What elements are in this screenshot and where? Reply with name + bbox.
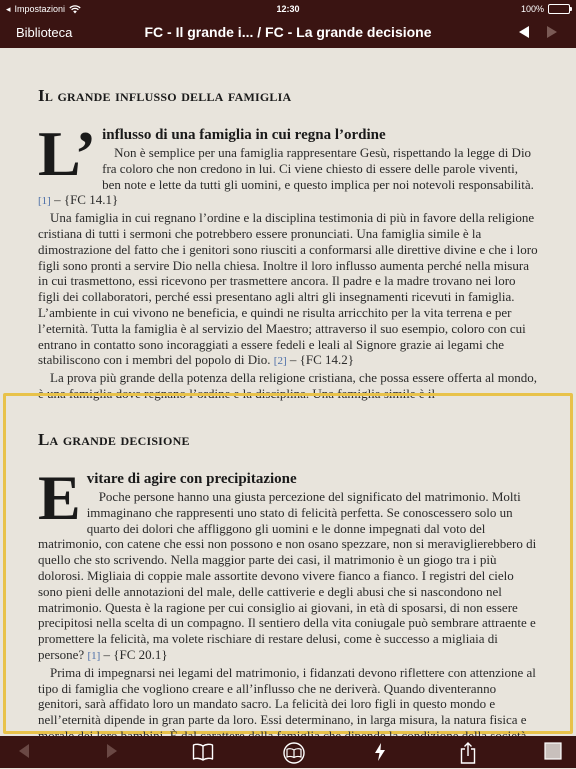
forward-arrow-icon[interactable] — [104, 742, 120, 765]
paragraph-text: Una famiglia in cui regnano l’ordine e la disciplina testimonia di più in favore della religione cristiana di tutti i sermoni che potrebbero essere pronunciati. Una famiglia simile è la dimostrazione del fatto che i genitori sono riusciti a conformarsi alle direttive divine e che i loro figli sono pronti a servire Dio nella chiesa. Inoltre il loro influsso aumenta perché nella misura in cui trasmettono, essi ricevono per trasmettere ancora. Il padre e la madre trovano nei loro figli dei collaboratori, perché essi presentano agli altri gli insegnamenti ricevuti in famiglia. L’ambiente in cui vivono ne beneficia, e quindi ne risulta arricchito per la vita terrena e per l’eternità. Tutta la famiglia è al servizio del Maestro; attraverso il suo esempio, coloro con cui entrano in contatto sono incoraggiati a essere fedeli e leali al Signore grazie ai legami che stabiliscono con i membri del popolo di Dio. — [38, 210, 538, 368]
paragraph — [38, 665, 538, 744]
paragraph — [38, 210, 538, 370]
library-back-button[interactable]: Biblioteca — [16, 25, 73, 40]
status-bar — [0, 0, 576, 18]
paragraph-citation: – {FC 20.1} — [100, 646, 168, 662]
reference-link[interactable]: [2] — [273, 355, 287, 368]
chapter-opening — [38, 462, 538, 665]
paragraph-text: Poche persone hanno una giusta percezione del significato del matrimonio. Molti immaginano che rappresenti uno stato di felicità perfetta. Se conoscessero solo un quarto dei dolori che affliggono gli uomini e le donne impegnati dal voto del matrimonio, con catene che essi non possono e non osano spezzare, non si meraviglierebbero di quello che sto scrivendo. Nella maggior parte dei casi, il matrimonio è un giogo tra i più dolorosi. Migliaia di coppie male assortite devono vivere fianco a fianco. I registri del cielo sono pieni delle annotazioni del male, delle cattiverie e degli abusi che si nascondono nel matrimonio. Questa è la ragione per cui consiglio ai giovani, in età di sposarsi, di non essere precipitosi nella scelta di un compagno. Il sentiero della vita coniugale può sembrare attraente e promettere la felicità, ma volete rischiare di restare delusi, come è successo a migliaia di persone? — [38, 489, 537, 662]
reader-content[interactable] — [0, 48, 576, 736]
paragraph-text: Prima di impegnarsi nei legami del matrimonio, i fidanzati devono riflettere con attenzione al tipo di famiglia che vogliono creare e all’influsso che ne deriverà. Quando diventeranno genitori, sarà affidato loro un mandato sacro. La felicità dei loro figli in questo mondo e nell’eternità dipende in gran parte da loro. Essi determinano, in larga misura, la natura fisica e — [38, 664, 536, 728]
back-arrow-icon[interactable] — [16, 742, 32, 765]
chapter-opening — [38, 118, 538, 210]
battery-percent: 100% — [520, 4, 544, 14]
status-left — [6, 4, 166, 15]
back-to-app-icon[interactable]: ◂ — [6, 3, 11, 14]
reference-link[interactable]: [1] — [87, 649, 101, 662]
carrier-label[interactable]: Impostazioni — [14, 4, 66, 14]
next-chapter-icon[interactable] — [546, 25, 558, 44]
status-time: 12:30 — [276, 4, 300, 14]
search-book-icon[interactable] — [282, 742, 306, 769]
page-title: FC - Il grande i... / FC - La grande decisione — [144, 24, 432, 40]
navigation-bar — [0, 18, 576, 48]
reference-link[interactable]: [1] — [38, 195, 51, 208]
share-icon[interactable] — [460, 742, 476, 769]
drop-cap: E — [38, 462, 81, 533]
book-icon[interactable] — [192, 742, 214, 767]
square-icon[interactable] — [544, 742, 562, 765]
paragraph-citation: – {FC 14.1} — [50, 192, 119, 208]
chapter-title: La grande decisione — [38, 430, 190, 449]
previous-chapter-icon[interactable] — [518, 25, 530, 44]
paragraph-text: La prova più grande della potenza della religione cristiana, che possa essere offerta al mondo, è una famiglia dove regnano l’ordine e la disciplina. Una famiglia simile è il — [38, 370, 538, 401]
paragraph — [38, 145, 538, 210]
paragraph-text: Non è semplice per una famiglia rappresentare Gesù, rispettando la legge di Dio fra coloro che non credono in lui. Ci viene chiesto di essere delle parole viventi, ben note e lette da tutti gli uomini, e questo implica per noi notevoli responsabilità. — [102, 145, 534, 192]
paragraph — [38, 489, 538, 665]
highlighted-chapter-section[interactable] — [3, 393, 573, 734]
drop-cap: L’ — [38, 118, 97, 189]
chapter-section — [0, 48, 576, 401]
status-right — [410, 4, 570, 14]
battery-icon — [548, 4, 570, 14]
lightning-icon[interactable] — [374, 742, 386, 767]
wifi-icon — [69, 5, 81, 14]
section-heading: influsso di una famiglia in cui regna l’ordine — [102, 127, 386, 143]
paragraph-citation: – {FC 14.2} — [286, 352, 354, 368]
bottom-toolbar — [0, 736, 576, 768]
chapter-title: Il grande influsso della famiglia — [38, 86, 292, 105]
section-heading: vitare di agire con precipitazione — [86, 471, 297, 487]
